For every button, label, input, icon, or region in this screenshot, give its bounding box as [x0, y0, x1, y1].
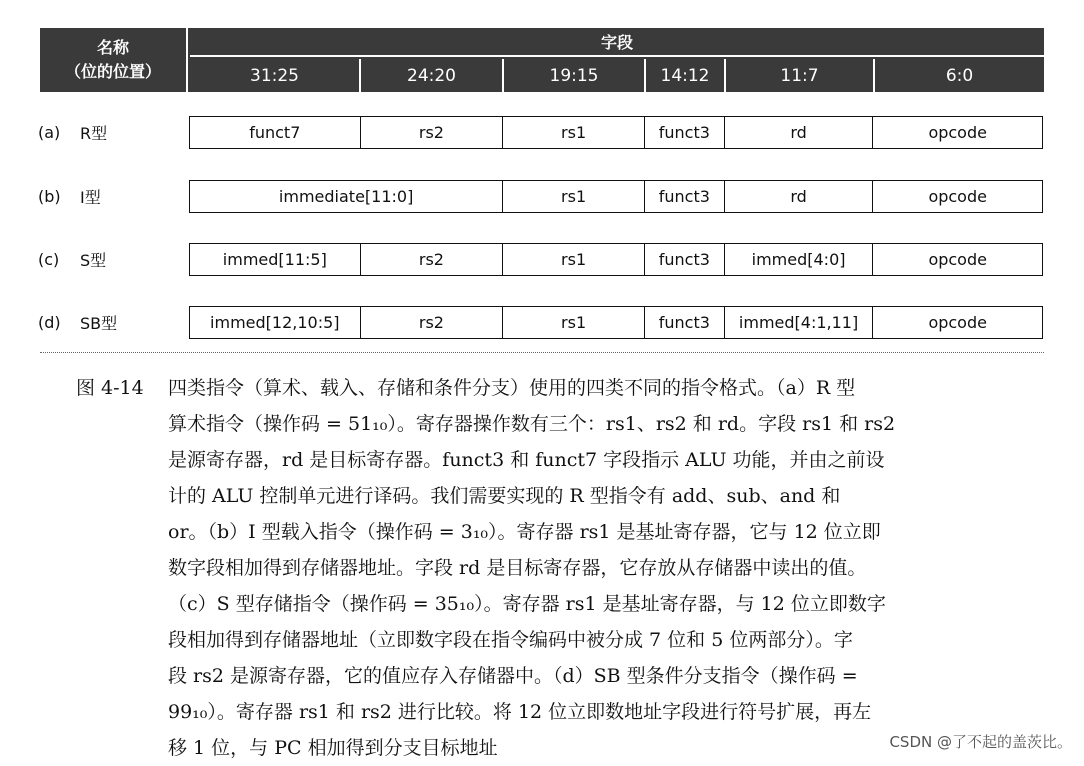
caption-line: 数字段相加得到存储器地址。字段 rd 是目标寄存器，它存放从存储器中读出的值。: [168, 557, 867, 579]
field-cell: immediate[11:0]: [190, 181, 503, 212]
name-header-line1: 名称: [96, 38, 129, 57]
watermark: CSDN @了不起的盖茨比。: [889, 733, 1072, 751]
format-row-r-type: [0, 116, 1084, 149]
caption-line: 99₁₀）。寄存器 rs1 和 rs2 进行比较。将 12 位立即数地址字段进行符号扩展，再左: [168, 701, 872, 723]
field-cell: immed[4:1,11]: [725, 307, 874, 338]
format-fields: [189, 306, 1043, 339]
format-fields: [189, 180, 1043, 213]
format-fields: [189, 243, 1043, 276]
format-label: [38, 180, 101, 213]
format-row-s-type: [0, 243, 1084, 276]
field-cell: funct3: [645, 307, 725, 338]
bit-range-19-15: 19:15: [504, 59, 646, 92]
format-letter: (a): [38, 123, 61, 142]
format-row-sb-type: [0, 306, 1084, 339]
figure-caption: [168, 370, 1018, 766]
field-cell: opcode: [928, 250, 987, 269]
caption-line: 四类指令（算术、载入、存储和条件分支）使用的四类不同的指令格式。（a）R 型: [168, 377, 856, 399]
format-type-name: I型: [80, 188, 101, 207]
field-cell: rs1: [503, 117, 645, 148]
field-cell: rs2: [361, 117, 504, 148]
format-label: [38, 116, 107, 149]
field-cell: opcode: [928, 187, 987, 206]
format-row-i-type: [0, 180, 1084, 213]
field-cell: rd: [725, 181, 874, 212]
caption-line: 段相加得到存储器地址（立即数字段在指令编码中被分成 7 位和 5 位两部分）。字: [168, 629, 853, 651]
bit-range-24-20: 24:20: [361, 59, 504, 92]
field-column-header: 字段: [190, 28, 1044, 57]
field-cell: immed[12,10:5]: [190, 307, 361, 338]
bit-range-11-7: 11:7: [726, 59, 875, 92]
field-cell: opcode: [928, 123, 987, 142]
field-cell: rd: [725, 117, 874, 148]
format-type-name: SB型: [80, 314, 118, 333]
format-fields: [189, 116, 1043, 149]
format-letter: (d): [38, 313, 61, 332]
format-type-name: R型: [80, 124, 108, 143]
format-type-name: S型: [80, 251, 107, 270]
name-header-line2: （位的位置）: [64, 62, 161, 81]
caption-line: or。（b）I 型载入指令（操作码 = 3₁₀）。寄存器 rs1 是基址寄存器，它与 12 位立即: [168, 521, 881, 543]
name-column-header: [40, 28, 188, 92]
caption-line: 是源寄存器，rd 是目标寄存器。funct3 和 funct7 字段指示 ALU 功能，并由之前设: [168, 449, 885, 471]
format-label: [38, 243, 106, 276]
format-letter: (c): [38, 250, 60, 269]
field-cell: funct3: [645, 244, 725, 275]
bit-range-31-25: 31:25: [190, 59, 361, 92]
field-cell: opcode: [928, 313, 987, 332]
field-cell: funct3: [645, 117, 725, 148]
caption-line: 移 1 位，与 PC 相加得到分支目标地址: [168, 737, 498, 759]
format-letter: (b): [38, 187, 61, 206]
field-cell: rs2: [361, 244, 504, 275]
field-cell: immed[4:0]: [725, 244, 874, 275]
field-cell: immed[11:5]: [190, 244, 361, 275]
bit-range-6-0: 6:0: [945, 65, 974, 86]
caption-line: 算术指令（操作码 = 51₁₀）。寄存器操作数有三个：rs1、rs2 和 rd。字段 rs1 和 rs2: [168, 413, 896, 435]
field-cell: rs1: [503, 244, 645, 275]
field-cell: funct3: [645, 181, 725, 212]
caption-line: 段 rs2 是源寄存器，它的值应存入存储器中。（d）SB 型条件分支指令（操作码 =: [168, 665, 858, 687]
caption-divider: [40, 352, 1044, 353]
field-cell: rs2: [361, 307, 504, 338]
field-cell: rs1: [503, 307, 645, 338]
format-table-header: [40, 28, 1044, 92]
bit-range-header-row: [190, 59, 1044, 92]
format-label: [38, 306, 117, 339]
caption-line: （c）S 型存储指令（操作码 = 35₁₀）。寄存器 rs1 是基址寄存器，与 12 位立即数字: [168, 593, 886, 615]
bit-range-14-12: 14:12: [646, 59, 726, 92]
caption-line: 计的 ALU 控制单元进行译码。我们需要实现的 R 型指令有 add、sub、and 和: [168, 485, 841, 507]
figure-number: 图 4-14: [76, 377, 144, 399]
field-cell: rs1: [503, 181, 645, 212]
field-cell: funct7: [190, 117, 361, 148]
